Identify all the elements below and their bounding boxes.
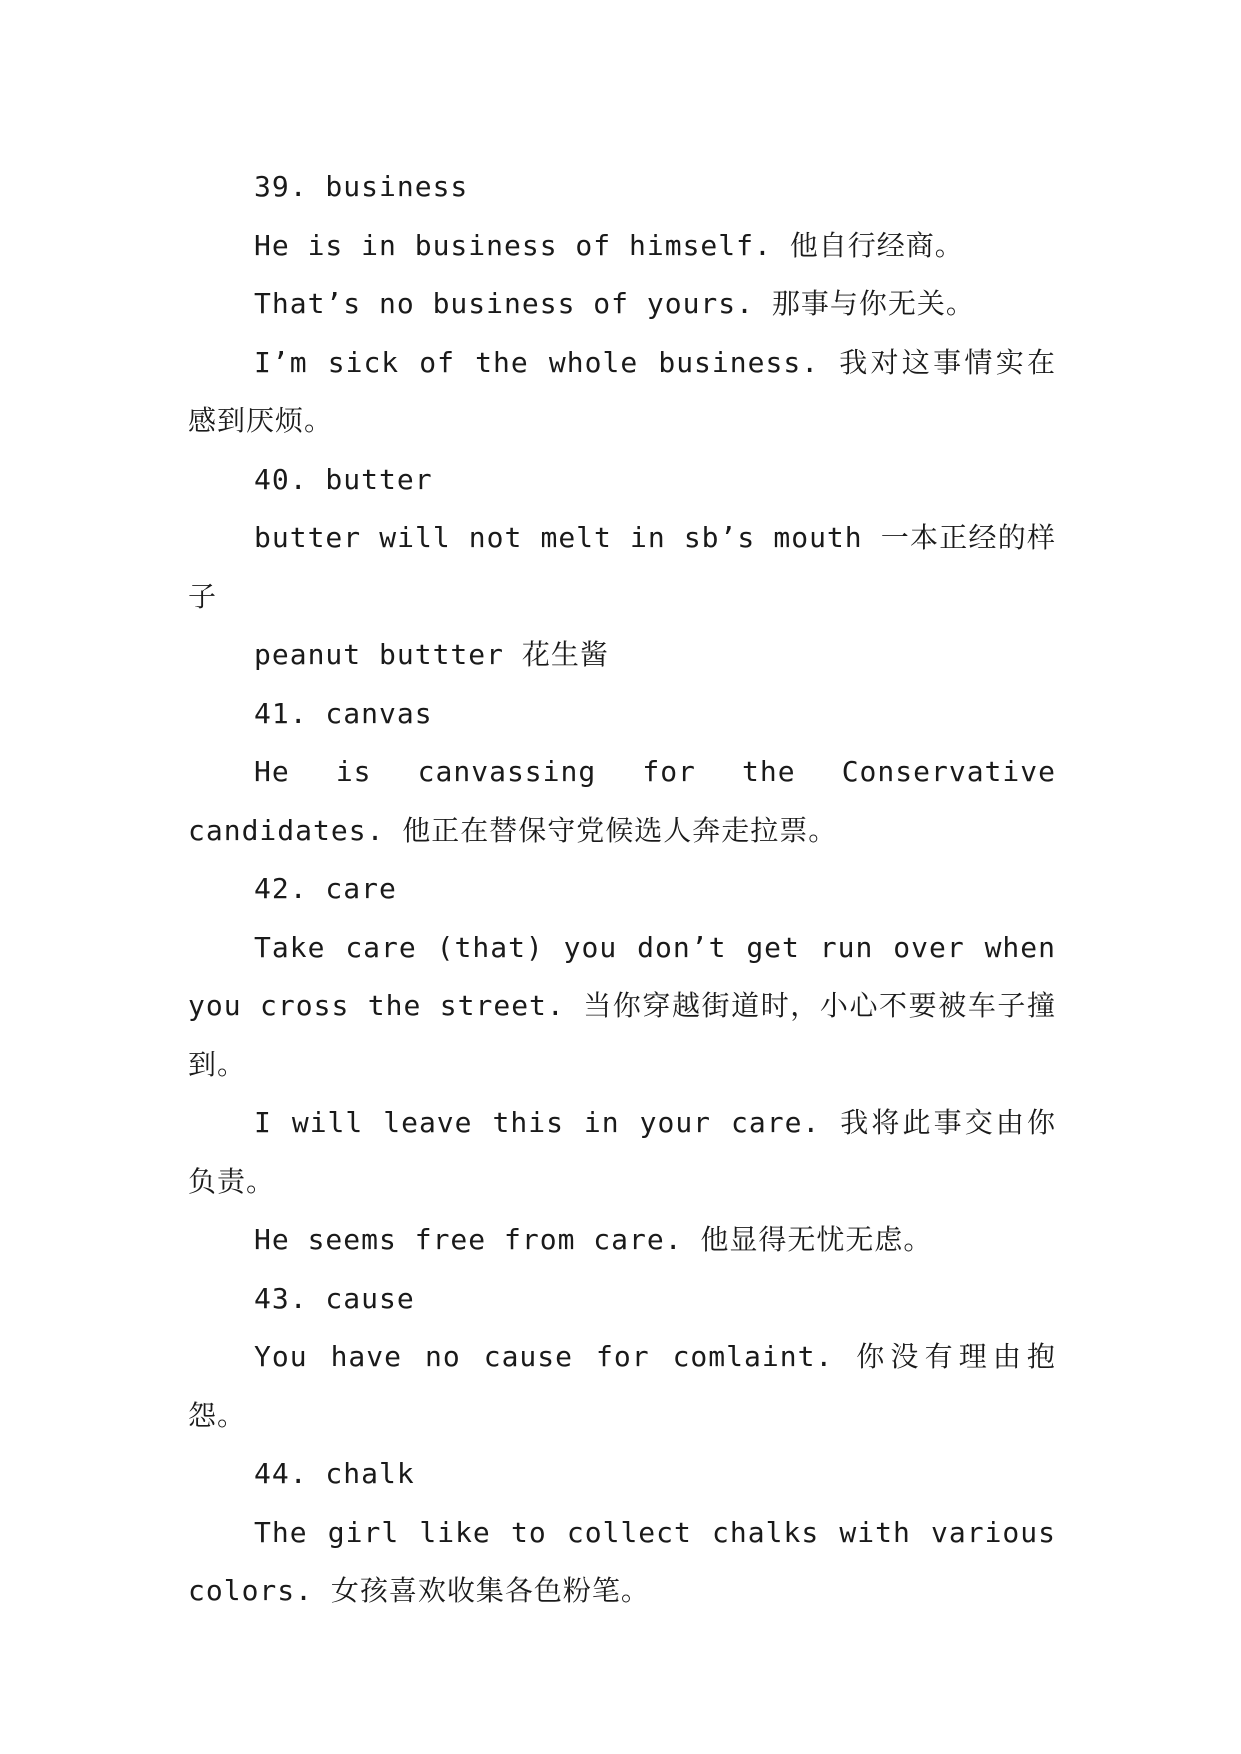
document-body bbox=[188, 158, 1056, 1621]
example-sentence: I’m sick of the whole business. 我对这事情实在感到厌烦。 bbox=[188, 345, 1056, 437]
entry-heading-chalk: 44. chalk bbox=[254, 1457, 415, 1490]
example-sentence: butter will not melt in sb’s mouth 一本正经的样子 bbox=[188, 521, 1056, 613]
entry-heading-care: 42. care bbox=[254, 872, 397, 905]
example-sentence: I will leave this in your care. 我将此事交由你负责。 bbox=[188, 1106, 1056, 1198]
entry-heading-business: 39. business bbox=[254, 170, 469, 203]
example-sentence: He seems free from care. 他显得无忧无虑。 bbox=[254, 1223, 933, 1256]
entry-heading-canvas: 41. canvas bbox=[254, 696, 433, 730]
example-sentence: He is in business of himself. 他自行经商。 bbox=[254, 228, 964, 262]
example-sentence: He is canvassing for the Conservative candidates. 他正在替保守党候选人奔走拉票。 bbox=[188, 755, 1056, 847]
entry-heading-butter: 40. butter bbox=[254, 462, 433, 496]
example-sentence: That’s no business of yours. 那事与你无关。 bbox=[254, 287, 975, 320]
example-sentence: The girl like to collect chalks with various colors. 女孩喜欢收集各色粉笔。 bbox=[188, 1515, 1056, 1607]
example-sentence: peanut buttter 花生酱 bbox=[254, 638, 609, 671]
example-sentence: You have no cause for comlaint. 你没有理由抱怨。 bbox=[188, 1340, 1056, 1432]
entry-heading-cause: 43. cause bbox=[254, 1281, 415, 1315]
example-sentence: Take care (that) you don’t get run over when you cross the street. 当你穿越街道时，小心不要被车子撞到。 bbox=[188, 930, 1056, 1081]
